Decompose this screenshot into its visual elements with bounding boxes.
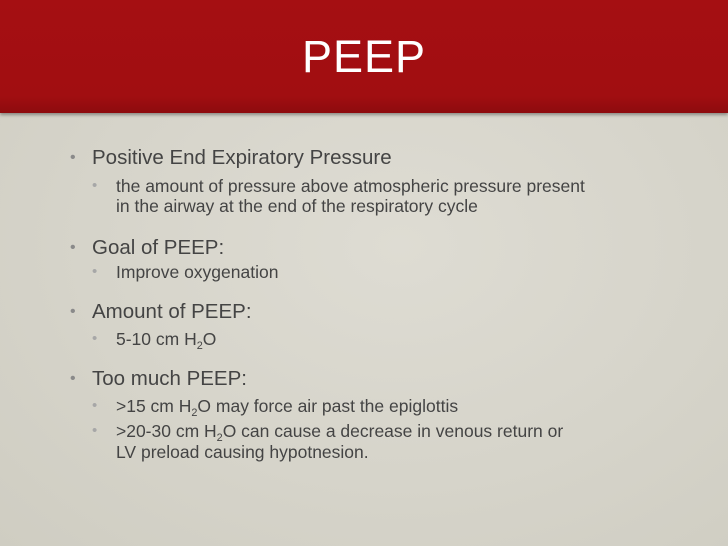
bullet-dot-icon: •	[70, 239, 76, 256]
bullet-text: Amount of PEEP:	[92, 300, 252, 323]
text-segment: >15 cm H	[116, 396, 192, 416]
bullet-text: Goal of PEEP:	[92, 236, 225, 259]
text-segment: >20-30 cm H	[116, 421, 217, 441]
sub-bullet-dot-icon: •	[92, 330, 98, 347]
subscript: 2	[191, 406, 198, 419]
sub-bullet-dot-icon: •	[92, 263, 98, 280]
text-segment: O can cause a decrease in venous return or	[222, 421, 564, 441]
sub-bullet-dot-icon: •	[92, 397, 98, 414]
sub-bullet-text-continued: in the airway at the end of the respiratory cycle	[116, 196, 478, 216]
bullet-text: Too much PEEP:	[92, 367, 247, 390]
bullet-text: Positive End Expiratory Pressure	[92, 146, 392, 169]
sub-bullet-dot-icon: •	[92, 422, 98, 439]
sub-bullet-text-continued: LV preload causing hypotnesion.	[116, 442, 369, 462]
sub-bullet-dot-icon: •	[92, 177, 98, 194]
bullet-dot-icon: •	[70, 149, 76, 166]
sub-bullet-text: the amount of pressure above atmospheric pressure present	[116, 176, 585, 196]
bullet-dot-icon: •	[70, 370, 76, 387]
sub-bullet-text: Improve oxygenation	[116, 262, 279, 282]
sub-bullet-text	[116, 328, 216, 350]
slide-title: PEEP	[301, 31, 427, 82]
subscript: 2	[216, 431, 223, 444]
text-segment: O	[202, 329, 217, 349]
sub-bullet-text	[116, 420, 563, 442]
text-segment: O may force air past the epiglottis	[197, 396, 459, 416]
bullet-dot-icon: •	[70, 303, 76, 320]
sub-bullet-text	[116, 395, 458, 417]
subscript: 2	[196, 339, 203, 352]
text-segment: 5-10 cm H	[116, 329, 197, 349]
